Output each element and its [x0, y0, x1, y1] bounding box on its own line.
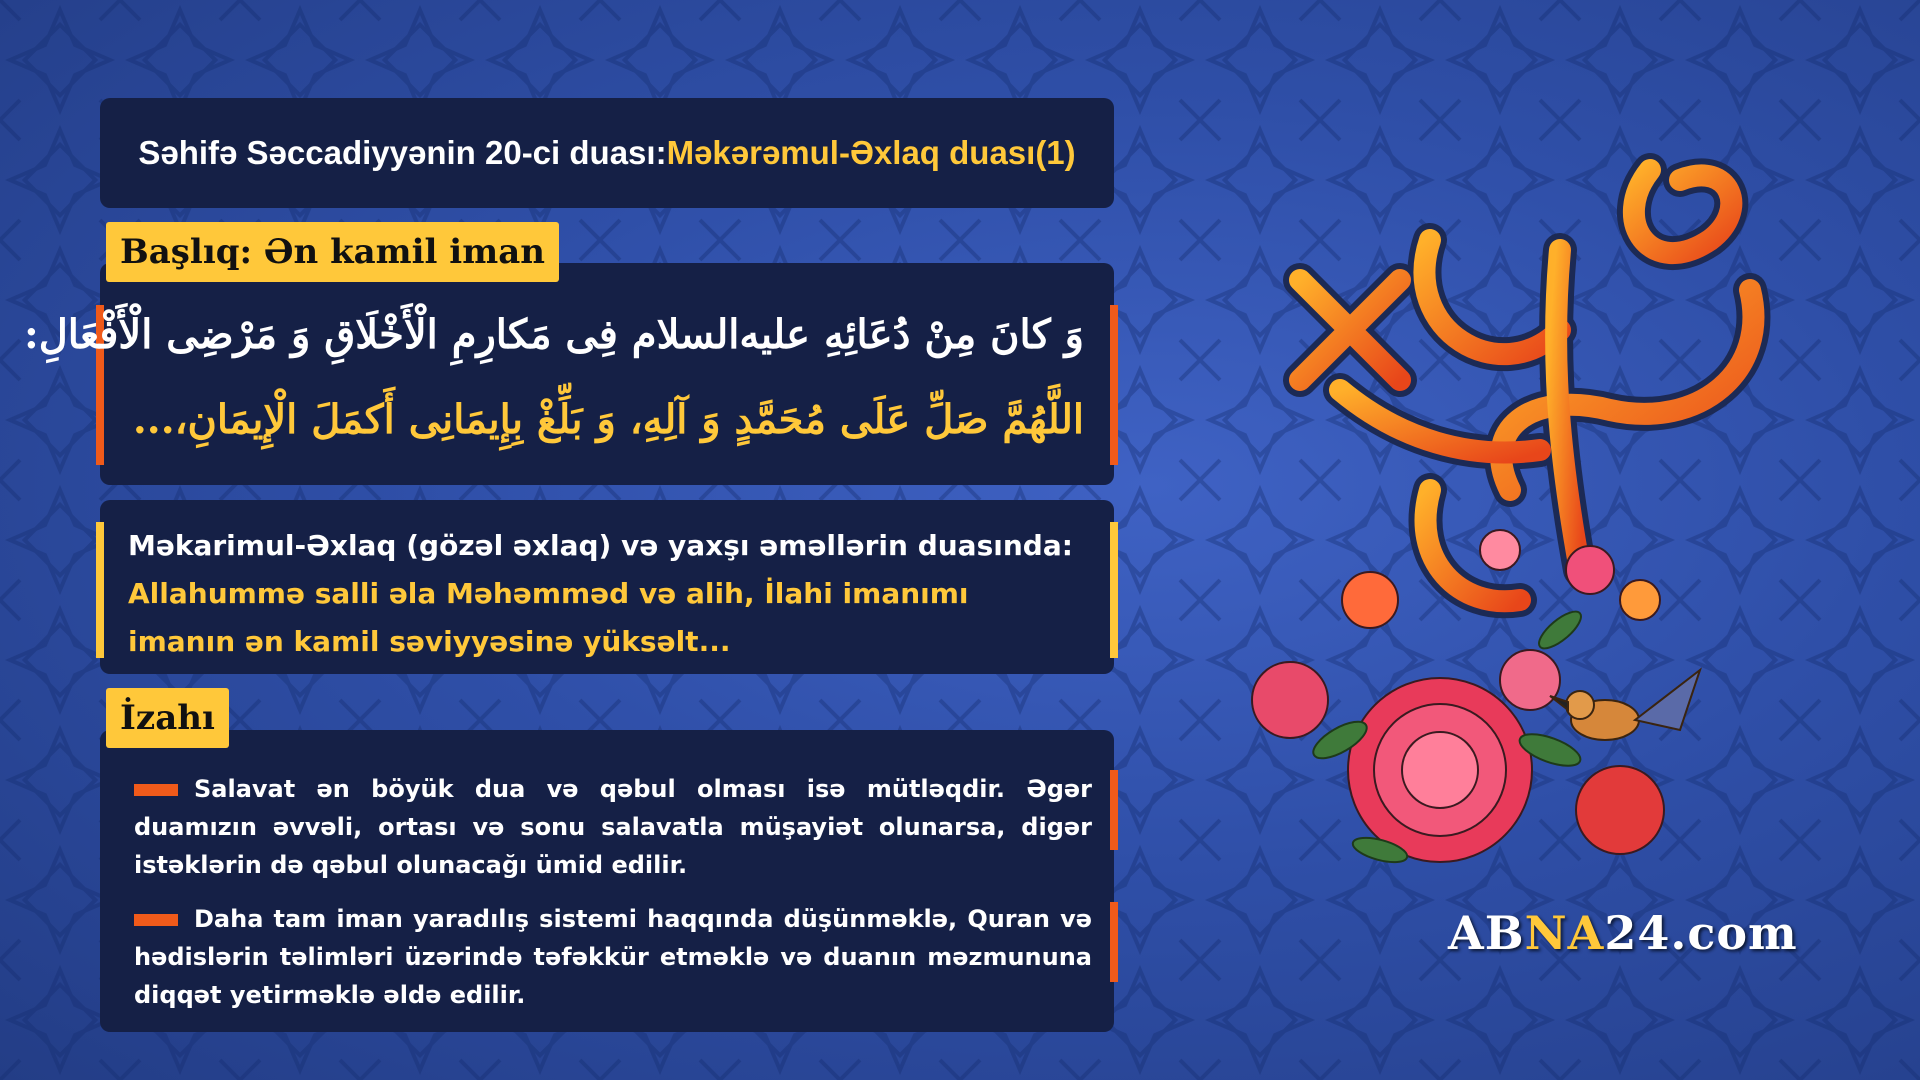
right-accent-bar — [1110, 305, 1118, 465]
calligraphy-flower-artwork — [1230, 130, 1790, 910]
explanation-panel — [100, 730, 1114, 1032]
bullet-dash — [134, 914, 178, 926]
title-tag: Başlıq: Ən kamil iman — [106, 222, 559, 282]
header-title-highlight: Məkərəmul-Əxlaq duası(1) — [666, 134, 1076, 171]
explanation-point — [134, 900, 1092, 1014]
header-title-panel — [100, 98, 1114, 208]
header-title-prefix: Səhifə Səccadiyyənin 20-ci duası: — [138, 134, 667, 171]
explanation-point-text: Salavat ən böyük dua və qəbul olması isə mütləqdir. Əgər duamızın əvvəli, ortası və sonu salavatla müşayiət olunarsa, digər istəklərin də qəbul olunacağı ümid edilir. — [134, 775, 1092, 879]
arabic-text-panel — [23, 263, 1114, 485]
explanation-point-text: Daha tam iman yaradılış sistemi haqqında düşünməklə, Quran və hədislərin təlimləri üzərində təfəkkür etməklə və duanın məzmununa diqqət yetirməklə əldə edilir. — [134, 905, 1092, 1009]
explanation-tag: İzahı — [106, 688, 229, 748]
bullet-dash — [134, 784, 178, 796]
abna24-logo: ABNA24.com — [1448, 906, 1798, 960]
translation-panel — [100, 500, 1114, 674]
right-accent-bar — [1110, 902, 1118, 982]
right-accent-bar — [1110, 770, 1118, 850]
explanation-point — [134, 770, 1092, 884]
left-accent-bar — [96, 522, 104, 658]
arabic-line-1: وَ كانَ مِنْ دُعَائِهِ عليه‌السلام فِی مَكارِمِ الْأَخْلَاقِ وَ مَرْضِی الْأَفْعَالِ: — [23, 311, 1084, 358]
right-accent-bar — [1110, 522, 1118, 658]
arabic-line-2: اللَّهُمَّ صَلِّ عَلَى مُحَمَّدٍ وَ آلِهِ، وَ بَلِّغْ بِإِيمَانِی أَكمَلَ الْإِيمَانِ،... — [132, 396, 1084, 443]
translation-body: Allahummə salli əla Məhəmməd və alih, İlahi imanımı imanın ən kamil səviyyəsinə yüksəlt... — [128, 577, 969, 658]
translation-heading: Məkarimul-Əxlaq (gözəl əxlaq) və yaxşı əməllərin duasında: — [128, 529, 1073, 562]
